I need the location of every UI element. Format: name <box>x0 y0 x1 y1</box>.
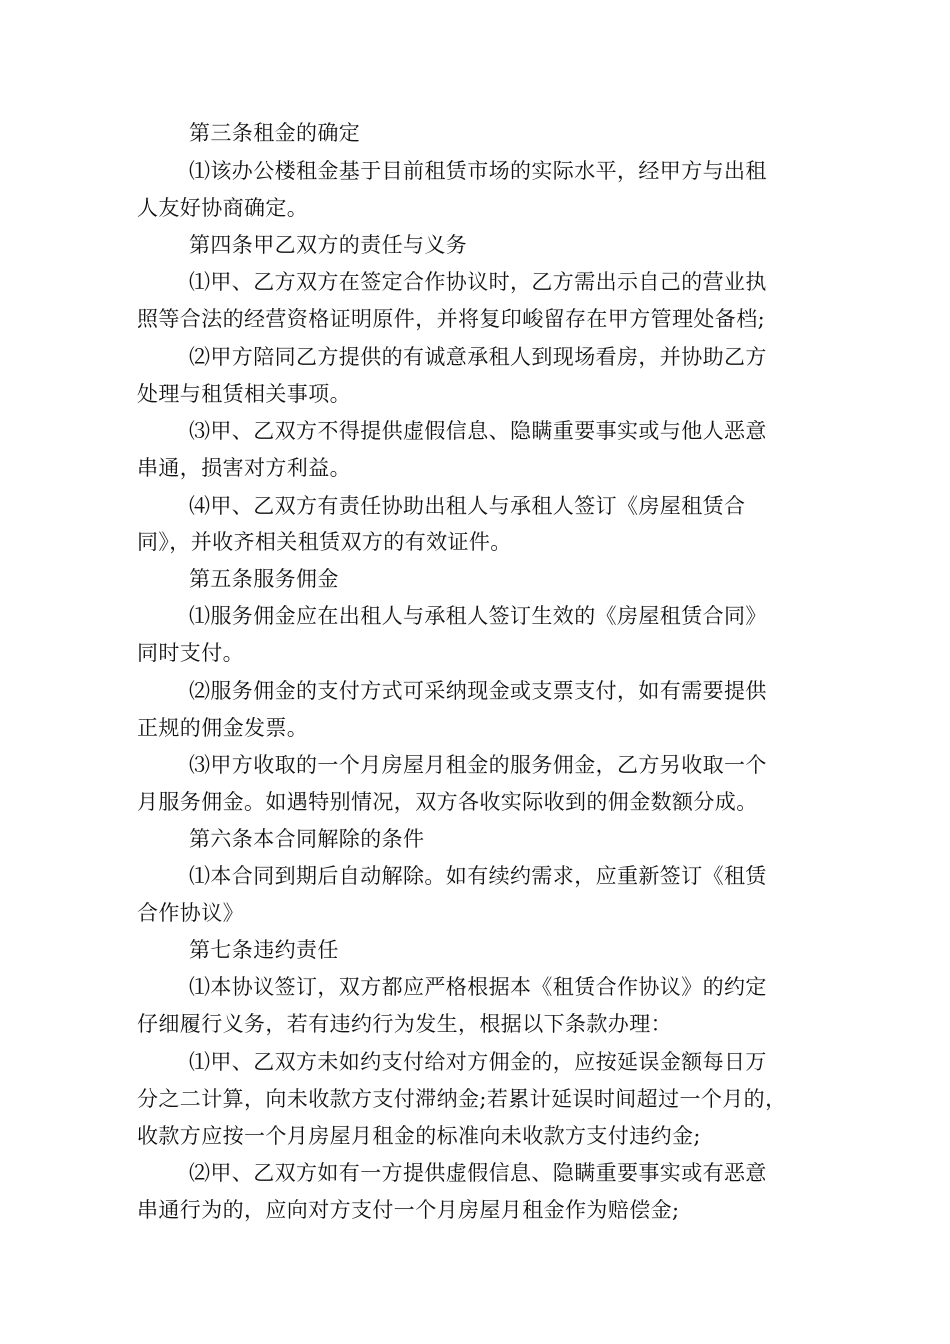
article-4-clause-3-line-2: 串通，损害对方利益。 <box>137 456 351 480</box>
article-7-clause-2-line-2: 串通行为的，应向对方支付一个月房屋月租金作为赔偿金; <box>137 1198 680 1222</box>
article-4-clause-1-line-1: ⑴甲、乙方双方在签定合作协议时，乙方需出示自己的营业执 <box>189 270 767 294</box>
article-3-clause-1-line-1: ⑴该办公楼租金基于目前租赁市场的实际水平，经甲方与出租 <box>189 159 767 183</box>
article-7-clause-1-line-2: 分之二计算，向未收款方支付滞纳金;若累计延误时间超过一个月的， <box>137 1087 787 1111</box>
article-5-clause-2-line-2: 正规的佣金发票。 <box>137 716 309 740</box>
article-3-heading: 第三条租金的确定 <box>189 121 361 145</box>
article-5-clause-1-line-1: ⑴服务佣金应在出租人与承租人签订生效的《房屋租赁合同》 <box>189 604 767 628</box>
article-7-heading: 第七条违约责任 <box>189 938 339 962</box>
article-4-clause-2-line-2: 处理与租赁相关事项。 <box>137 382 351 406</box>
article-4-clause-1-line-2: 照等合法的经营资格证明原件，并将复印峻留存在甲方管理处备档; <box>137 307 766 331</box>
article-7-clause-1-line-1: ⑴甲、乙双方未如约支付给对方佣金的，应按延误金额每日万 <box>189 1050 767 1074</box>
article-7-clause-1-line-3: 收款方应按一个月房屋月租金的标准向未收款方支付违约金; <box>137 1124 701 1148</box>
article-7-intro-line-2: 仔细履行义务，若有违约行为发生，根据以下条款办理： <box>137 1012 672 1036</box>
article-6-clause-1-line-1: ⑴本合同到期后自动解除。如有续约需求，应重新签订《租赁 <box>189 864 767 888</box>
article-5-heading: 第五条服务佣金 <box>189 567 339 591</box>
article-4-clause-4-line-1: ⑷甲、乙双方有责任协助出租人与承租人签订《房屋租赁合 <box>189 494 746 518</box>
article-3-clause-1-line-2: 人友好协商确定。 <box>137 196 309 220</box>
article-6-heading: 第六条本合同解除的条件 <box>189 827 425 851</box>
article-4-heading: 第四条甲乙双方的责任与义务 <box>189 233 468 257</box>
article-5-clause-3-line-1: ⑶甲方收取的一个月房屋月租金的服务佣金，乙方另收取一个 <box>189 753 767 777</box>
article-4-clause-2-line-1: ⑵甲方陪同乙方提供的有诚意承租人到现场看房，并协助乙方 <box>189 345 767 369</box>
article-5-clause-1-line-2: 同时支付。 <box>137 641 244 665</box>
article-4-clause-3-line-1: ⑶甲、乙双方不得提供虚假信息、隐瞒重要事实或与他人恶意 <box>189 419 767 443</box>
article-5-clause-3-line-2: 月服务佣金。如遇特别情况，双方各收实际收到的佣金数额分成。 <box>137 790 758 814</box>
article-4-clause-4-line-2: 同》，并收齐相关租赁双方的有效证件。 <box>137 530 512 554</box>
article-5-clause-2-line-1: ⑵服务佣金的支付方式可采纳现金或支票支付，如有需要提供 <box>189 679 767 703</box>
article-7-intro-line-1: ⑴本协议签订，双方都应严格根据本《租赁合作协议》的约定 <box>189 975 767 999</box>
article-6-clause-1-line-2: 合作协议》 <box>137 901 244 925</box>
article-7-clause-2-line-1: ⑵甲、乙双方如有一方提供虚假信息、隐瞒重要事实或有恶意 <box>189 1161 767 1185</box>
